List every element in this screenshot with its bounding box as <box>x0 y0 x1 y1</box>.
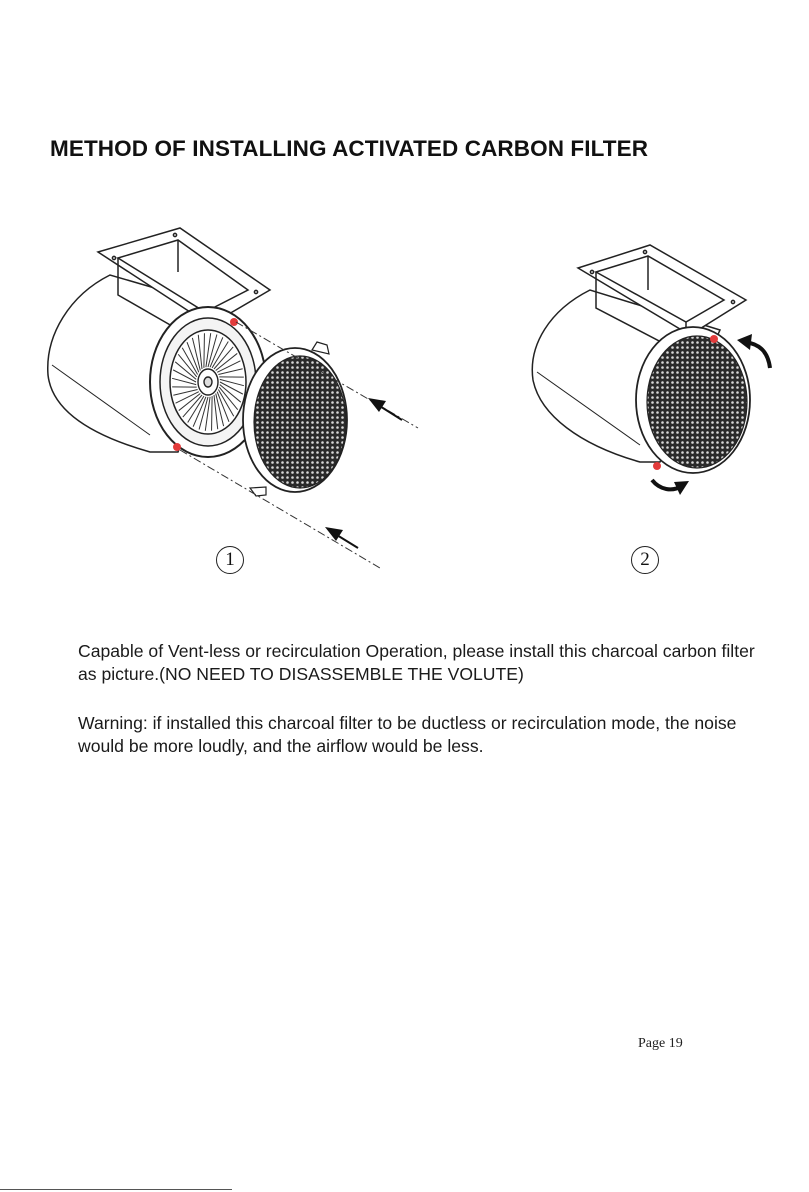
description-paragraph: Capable of Vent-less or recirculation Operation, please install this charcoal carbon filter as picture.(NO NEED TO DISASSEMBLE THE VOLUTE) <box>78 641 755 684</box>
installation-illustration <box>0 200 809 620</box>
carbon-filter-installed <box>636 327 750 473</box>
mounting-point-marker <box>653 462 661 470</box>
fan-assembly-step-1 <box>48 228 270 457</box>
page-title: METHOD OF INSTALLING ACTIVATED CARBON FILTER <box>50 136 649 161</box>
step-number-1: 1 <box>216 546 244 574</box>
mounting-point-marker <box>173 443 181 451</box>
step-number-2: 2 <box>631 546 659 574</box>
page-number: Page 19 <box>638 1036 683 1051</box>
mounting-point-marker <box>710 335 718 343</box>
warning-paragraph: Warning: if installed this charcoal filter to be ductless or recirculation mode, the noise would be more loudly, and the airflow would be less. <box>78 713 737 756</box>
footnote-rule <box>0 1189 232 1190</box>
